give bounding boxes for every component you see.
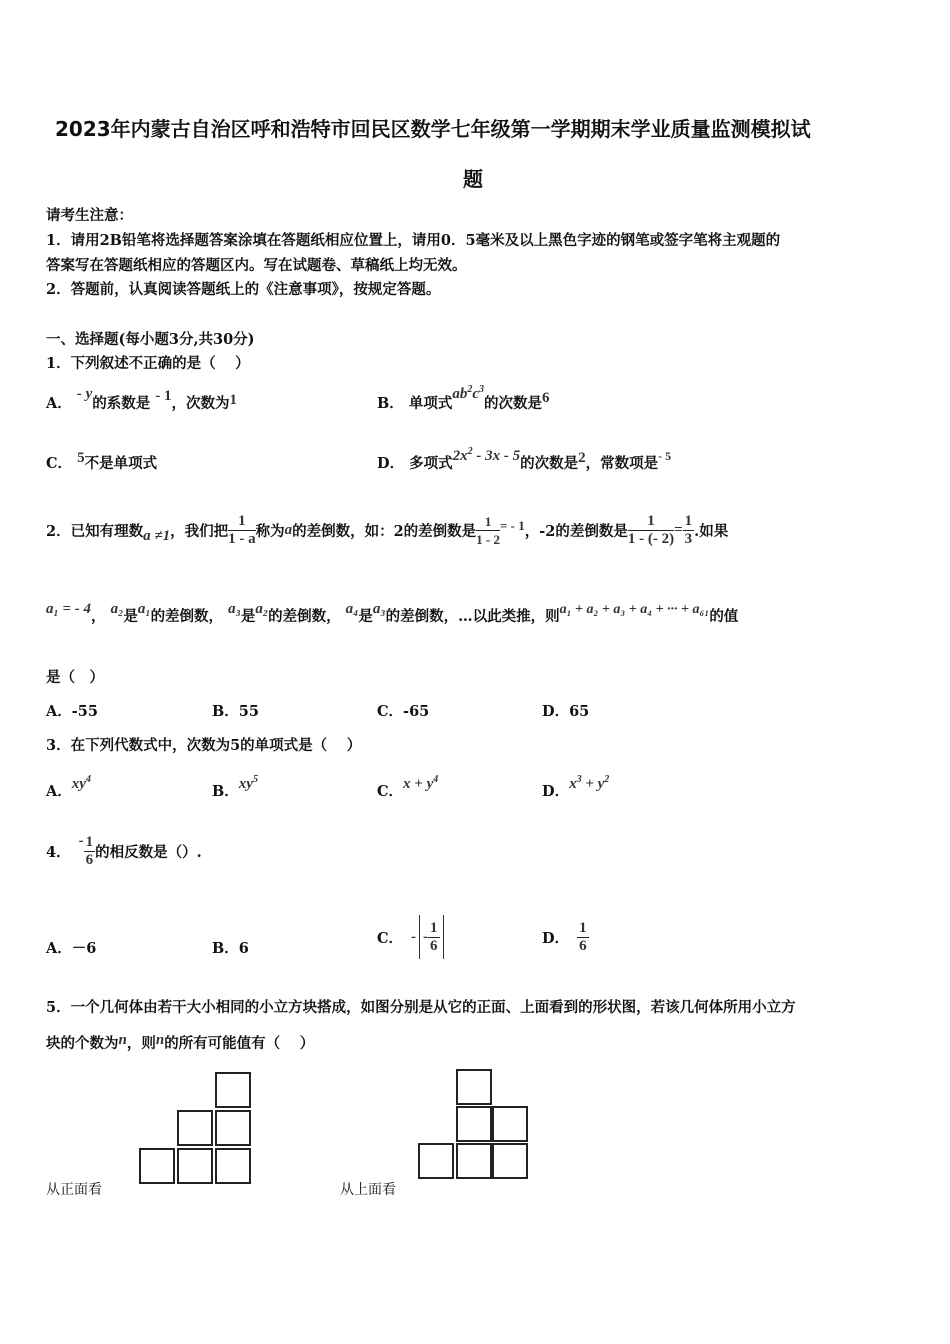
q1-option-c[interactable] [46, 452, 157, 473]
q5-stem: 5．一个几何体由若干大小相同的小立方块搭成，如图分别是从它的正面、上面看到的形状图，若该几何体所用小立方 [46, 999, 796, 1016]
option-label: C． [46, 455, 73, 472]
option-label: A． [46, 395, 72, 412]
q4-stem [46, 826, 202, 876]
option-text: 单项式 [408, 395, 453, 412]
q2-text: 是 [240, 608, 256, 625]
frac-1-over-1-minus-2: $\frac{1}{1 - 2}$ [476, 513, 501, 547]
q2-text: 的差倒数，如：2的差倒数是 [292, 522, 477, 540]
option-label: D． [377, 455, 405, 472]
cube-square [139, 1148, 175, 1184]
q2-text: ，-2的差倒数是 [524, 522, 628, 540]
option-text: ，常数项是 [585, 455, 659, 472]
q2-text: 的差倒数， [268, 608, 341, 625]
expr-neg-5: - 5 [658, 449, 672, 463]
q4-text: 的相反数是（）. [95, 843, 202, 861]
q2-text: 的差倒数，…以此类推，则 [385, 608, 560, 625]
option-label: B． [377, 395, 404, 412]
cube-square [492, 1143, 528, 1179]
top-view-label: 从上面看 [340, 1182, 396, 1198]
q2-stem-cont [46, 601, 739, 626]
expr-a4: a₄ [345, 601, 359, 617]
cube-square [418, 1143, 454, 1179]
q3-option-a[interactable]: A．$xy^4$ [46, 774, 91, 800]
q4-option-c[interactable]: C． - - $\frac{1}{6}$ [377, 912, 444, 962]
q3-option-c[interactable]: C．$x + y^4$ [377, 774, 439, 800]
expr-eq-neg-1: = - 1 [500, 518, 525, 533]
expr-a3: a₃ [372, 601, 386, 617]
expr-sum: a₁ + a₂ + a₃ + a₄ + ··· + a₆₁ [559, 602, 710, 617]
option-text: 的次数是 [520, 455, 579, 472]
page-title-cont: 题 [463, 167, 483, 191]
q2-option-a[interactable]: A．-55 [46, 703, 98, 720]
expr-exp: 2 [467, 446, 473, 457]
expr-neg-y: - y [76, 386, 93, 402]
cube-square [215, 1072, 251, 1108]
option-text: 不是单项式 [84, 455, 158, 472]
expr-eq: = [674, 521, 683, 538]
q2-stem-end: 是（ ） [46, 669, 104, 686]
q4-option-d[interactable]: D． $\frac{1}{6}$ [542, 919, 587, 954]
expr-exp: 2 [467, 384, 473, 395]
q3-stem: 3．在下列代数式中，次数为5的单项式是（ ） [46, 737, 362, 754]
expr-a-neq-1: a ≠1 [143, 527, 171, 544]
q2-option-c[interactable]: C．-65 [377, 703, 430, 720]
cube-square [456, 1106, 492, 1142]
q2-text: 称为 [255, 522, 285, 540]
q2-stem [46, 505, 728, 555]
expr-rest: - 3x - 5 [472, 448, 521, 464]
notice-item-1: 1．请用2B铅笔将选择题答案涂填在答题纸相应位置上，请用0．5毫米及以上黑色字迹的钢笔或签字笔将主观题的 [46, 232, 781, 249]
notice-heading: 请考生注意： [46, 207, 133, 224]
expr-2x: 2x [452, 448, 468, 464]
option-text: 多项式 [409, 455, 453, 472]
expr-a: a [284, 521, 293, 538]
option-text: 的系数是 [92, 395, 151, 412]
expr-a2: a₂ [255, 601, 269, 617]
cube-square [177, 1148, 213, 1184]
q3-option-d[interactable]: D．$x^3 + y^2$ [542, 774, 610, 800]
cube-square [492, 1106, 528, 1142]
q4-option-b[interactable]: B．6 [212, 940, 249, 957]
q3-option-b[interactable]: B．$xy^5$ [212, 774, 258, 800]
q2-option-b[interactable]: B．55 [212, 703, 259, 720]
frac-1-over-1-minus-neg2: $\frac{1}{1 - (- 2)}$ [627, 512, 675, 547]
frac-1-over-1-minus-a: $\frac{1}{1 - a}$ [228, 512, 256, 547]
top-view-figure [418, 1069, 533, 1187]
cube-square [215, 1148, 251, 1184]
q2-text: ，我们把 [170, 522, 229, 540]
expr-exp: 3 [479, 384, 484, 395]
q1-option-d[interactable] [377, 446, 672, 473]
q2-text: ， [91, 608, 106, 625]
q2-text: 2．已知有理数 [46, 522, 144, 540]
expr-a3: a₃ [228, 601, 241, 617]
section-heading: 一、选择题(每小题3分,共30分) [46, 331, 255, 348]
cube-square [456, 1143, 492, 1179]
q2-text: 的差倒数， [150, 608, 224, 625]
q4-option-a[interactable]: A．－6 [46, 940, 97, 957]
expr-n: n [118, 1032, 127, 1048]
option-text: 的次数是 [484, 395, 542, 412]
frac-1-over-3: $\frac{1}{3}$ [684, 512, 693, 547]
option-text: ，次数为 [171, 395, 230, 412]
expr-c: c [472, 386, 479, 402]
cube-square [215, 1110, 251, 1146]
cube-square [177, 1110, 213, 1146]
expr-5: 5 [77, 450, 85, 466]
front-view-label: 从正面看 [46, 1182, 102, 1198]
expr-6: 6 [542, 390, 550, 406]
expr-2: 2 [578, 450, 586, 466]
front-view-figure [139, 1072, 254, 1190]
q1-option-b[interactable] [377, 384, 550, 413]
q2-option-d[interactable]: D．65 [542, 703, 590, 720]
expr-n: n [155, 1032, 165, 1048]
expr-ab: ab [452, 386, 468, 402]
q4-number: 4． [46, 843, 71, 861]
expr-1: 1 [229, 392, 238, 408]
expr-a1-eq: a₁ = - 4 [46, 601, 92, 617]
expr-a2: a₂ [110, 601, 124, 617]
q2-text: .如果 [694, 522, 729, 540]
q1-option-a[interactable] [46, 386, 238, 413]
expr-neg: - [78, 832, 84, 849]
expr-neg-1: - 1 [155, 388, 172, 404]
q1-stem: 1．下列叙述不正确的是（ ） [46, 355, 250, 372]
q2-text: 的值 [709, 608, 739, 625]
q2-text: 是 [123, 608, 138, 625]
q5-stem-cont: 块的个数为n，则n的所有可能值有（ ） [46, 1032, 315, 1052]
page-title: 2023年内蒙古自治区呼和浩特市回民区数学七年级第一学期期末学业质量监测模拟试 [55, 117, 811, 141]
cube-square [456, 1069, 492, 1105]
notice-item-2: 2．答题前，认真阅读答题纸上的《注意事项》，按规定答题。 [46, 281, 441, 298]
q2-text: 是 [358, 608, 373, 625]
expr-a1: a₁ [137, 601, 151, 617]
frac-1-over-6: $\frac{1}{6}$ [85, 833, 94, 868]
notice-item-1-cont: 答案写在答题纸相应的答题区内。写在试题卷、草稿纸上均无效。 [46, 257, 467, 274]
